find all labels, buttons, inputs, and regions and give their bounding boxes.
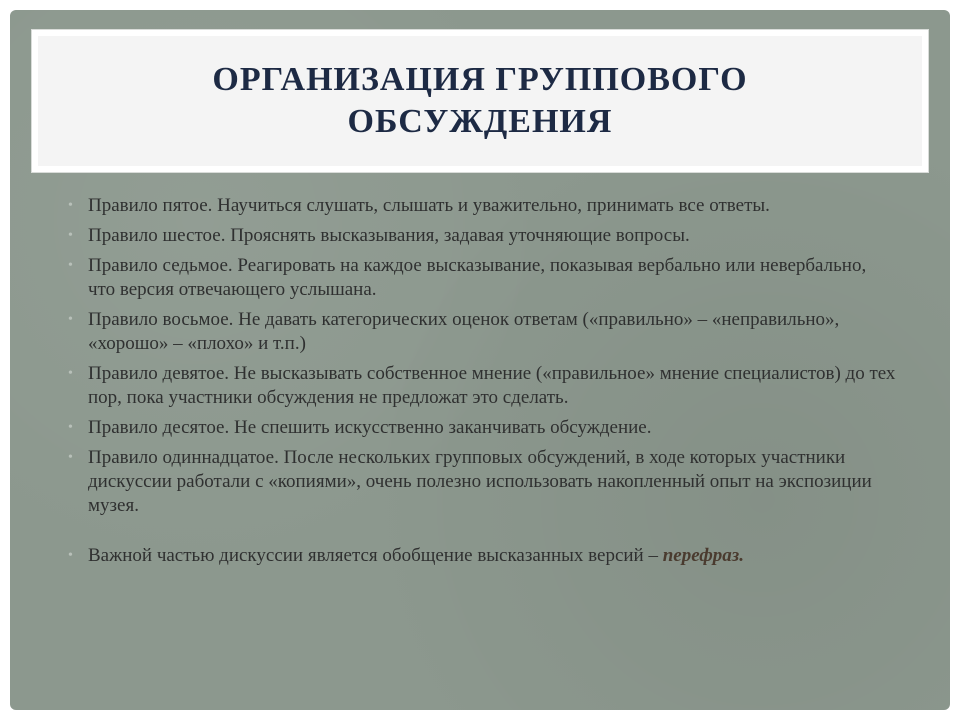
list-item bbox=[66, 446, 896, 518]
title-box bbox=[32, 30, 928, 172]
list-item bbox=[66, 194, 896, 218]
bullet-icon: • bbox=[68, 420, 73, 435]
bullet-icon: • bbox=[68, 258, 73, 273]
rule-text: Правило пятое. Научиться слушать, слышать и уважительно, принимать все ответы. bbox=[88, 195, 770, 216]
list-item bbox=[66, 254, 896, 302]
bullet-icon: • bbox=[68, 198, 73, 213]
slide bbox=[10, 10, 950, 710]
list-item bbox=[66, 362, 896, 410]
rule-text: Правило восьмое. Не давать категорических оценок ответам («правильно» – «неправильно», «хорошо» – «плохо» и т.п.) bbox=[88, 309, 840, 354]
summary-emphasis: перефраз. bbox=[662, 545, 744, 566]
bullet-icon: • bbox=[68, 548, 73, 563]
rule-text: Правило десятое. Не спешить искусственно заканчивать обсуждение. bbox=[88, 417, 652, 438]
list-item-summary bbox=[66, 544, 896, 568]
rule-text: Правило девятое. Не высказывать собственное мнение («правильное» мнение специалистов) до тех пор, пока участники обсуждения не предложат это сделать. bbox=[88, 363, 896, 408]
slide-content bbox=[66, 194, 896, 574]
bullet-icon: • bbox=[68, 450, 73, 465]
list-item bbox=[66, 308, 896, 356]
bullet-icon: • bbox=[68, 228, 73, 243]
rule-text: Правило шестое. Прояснять высказывания, задавая уточняющие вопросы. bbox=[88, 225, 690, 246]
rule-list bbox=[66, 194, 896, 568]
slide-title: ОРГАНИЗАЦИЯ ГРУППОВОГО ОБСУЖДЕНИЯ bbox=[212, 61, 748, 140]
list-item bbox=[66, 416, 896, 440]
summary-text: Важной частью дискуссии является обобщение высказанных версий – bbox=[88, 545, 658, 566]
bullet-icon: • bbox=[68, 312, 73, 327]
rule-text: Правило седьмое. Реагировать на каждое высказывание, показывая вербально или невербально, что версия отвечающего услышана. bbox=[88, 255, 867, 300]
list-item bbox=[66, 224, 896, 248]
bullet-icon: • bbox=[68, 366, 73, 381]
rule-text: Правило одиннадцатое. После нескольких групповых обсуждений, в ходе которых участники дискуссии работали с «копиями», очень полезно использовать накопленный опыт на экспозиции музея. bbox=[88, 447, 872, 516]
